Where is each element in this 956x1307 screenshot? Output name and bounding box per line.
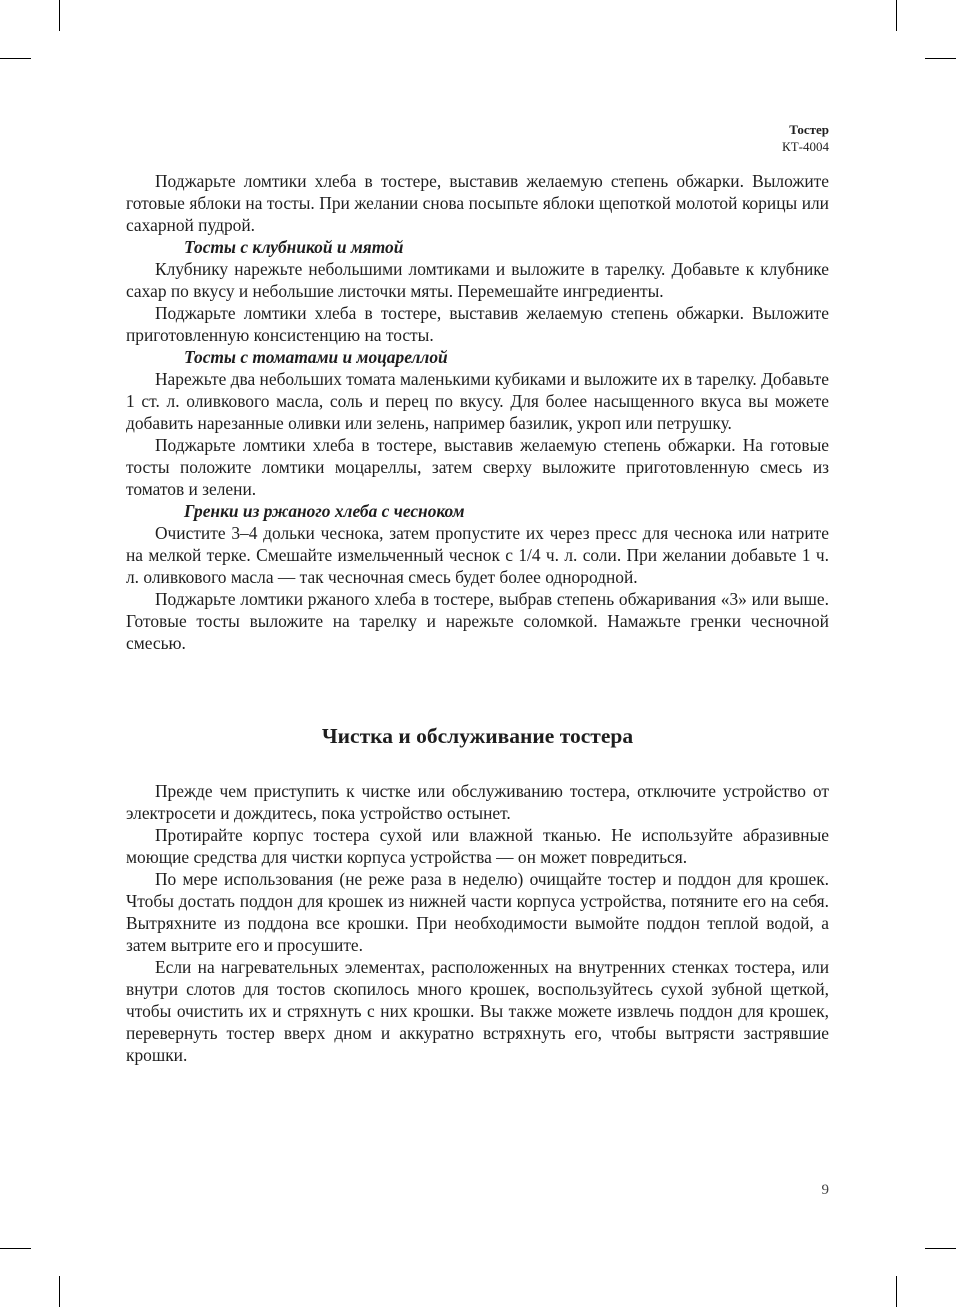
recipe-paragraph: Поджарьте ломтики хлеба в тостере, выставив желаемую степень обжарки. На готовые тосты положите ломтики моцареллы, затем сверху выложите приготовленную смесь из томатов и зелени.: [126, 435, 829, 499]
recipe-rye-garlic-croutons: [126, 500, 829, 654]
crop-mark-top-left-horizontal: [0, 58, 31, 59]
intro-paragraph: Поджарьте ломтики хлеба в тостере, выставив желаемую степень обжарки. Выложите готовые яблоки на тосты. При желании снова посыпьте яблоки щепоткой молотой корицы или сахарной пудрой.: [126, 171, 829, 235]
cleaning-paragraph: По мере использования (не реже раза в неделю) очищайте тостер и поддон для крошек. Чтобы достать поддон для крошек из нижней части корпуса устройства, потяните его на себя. Вытряхните из поддона все крошки. При необходимости вымойте поддон теплой водой, а затем вытрите его и просушите.: [126, 869, 829, 955]
running-header: [782, 121, 829, 155]
page-number: 9: [821, 1182, 829, 1198]
cleaning-paragraph: Если на нагревательных элементах, расположенных на внутренних стенках тостера, или внутри слотов для тостов скопилось много крошек, воспользуйтесь сухой зубной щеткой, чтобы очистить их и стряхнуть с них крошки. Вы также можете извлечь поддон для крошек, перевернуть тостер вверх дном и аккуратно встряхнуть его, чтобы вытрясти застрявшие крошки.: [126, 957, 829, 1065]
crop-mark-bottom-right-horizontal: [925, 1248, 956, 1249]
recipe-title: Тосты с томатами и моцареллой: [184, 347, 448, 367]
recipe-paragraph: Клубнику нарежьте небольшими ломтиками и выложите в тарелку. Добавьте к клубнике сахар по вкусу и небольшие листочки мяты. Перемешайте ингредиенты.: [126, 259, 829, 301]
crop-mark-bottom-left-vertical: [59, 1276, 60, 1307]
header-model: КТ-4004: [782, 139, 829, 154]
page-body: [126, 170, 829, 1066]
crop-mark-top-right-horizontal: [925, 58, 956, 59]
recipe-paragraph: Поджарьте ломтики ржаного хлеба в тостере, выбрав степень обжаривания «3» или выше. Готовые тосты выложите на тарелку и нарежьте соломкой. Намажьте гренки чесночной смесью.: [126, 589, 829, 653]
recipe-paragraph: Очистите 3–4 дольки чеснока, затем пропустите их через пресс для чеснока или натрите на мелкой терке. Смешайте измельченный чеснок с 1/4 ч. л. соли. При желании добавьте 1 ч. л. оливкового масла — так чесночная смесь будет более однородной.: [126, 523, 829, 587]
crop-mark-top-left-vertical: [59, 0, 60, 31]
header-product: Тостер: [789, 122, 829, 137]
crop-mark-bottom-right-vertical: [896, 1276, 897, 1307]
cleaning-paragraph: Прежде чем приступить к чистке или обслуживанию тостера, отключите устройство от электросети и дождитесь, пока устройство остынет.: [126, 781, 829, 823]
recipe-title: Тосты с клубникой и мятой: [184, 237, 404, 257]
cleaning-section: [126, 722, 829, 1066]
crop-mark-bottom-left-horizontal: [0, 1248, 31, 1249]
recipe-strawberry-mint: [126, 236, 829, 346]
crop-mark-top-right-vertical: [896, 0, 897, 31]
section-title: Чистка и обслуживание тостера: [321, 724, 634, 748]
recipe-title: Гренки из ржаного хлеба с чесноком: [184, 501, 465, 521]
recipe-paragraph: Нарежьте два небольших томата маленькими кубиками и выложите их в тарелку. Добавьте 1 ст. л. оливкового масла, соль и перец по вкусу. Для более насыщенного вкуса вы можете добавить нарезанные оливки или зелень, например базилик, укроп или петрушку.: [126, 369, 829, 433]
cleaning-paragraph: Протирайте корпус тостера сухой или влажной тканью. Не используйте абразивные моющие средства для чистки корпуса устройства — он может повредиться.: [126, 825, 829, 867]
recipe-tomato-mozzarella: [126, 346, 829, 500]
recipe-paragraph: Поджарьте ломтики хлеба в тостере, выставив желаемую степень обжарки. Выложите приготовленную консистенцию на тосты.: [126, 303, 829, 345]
